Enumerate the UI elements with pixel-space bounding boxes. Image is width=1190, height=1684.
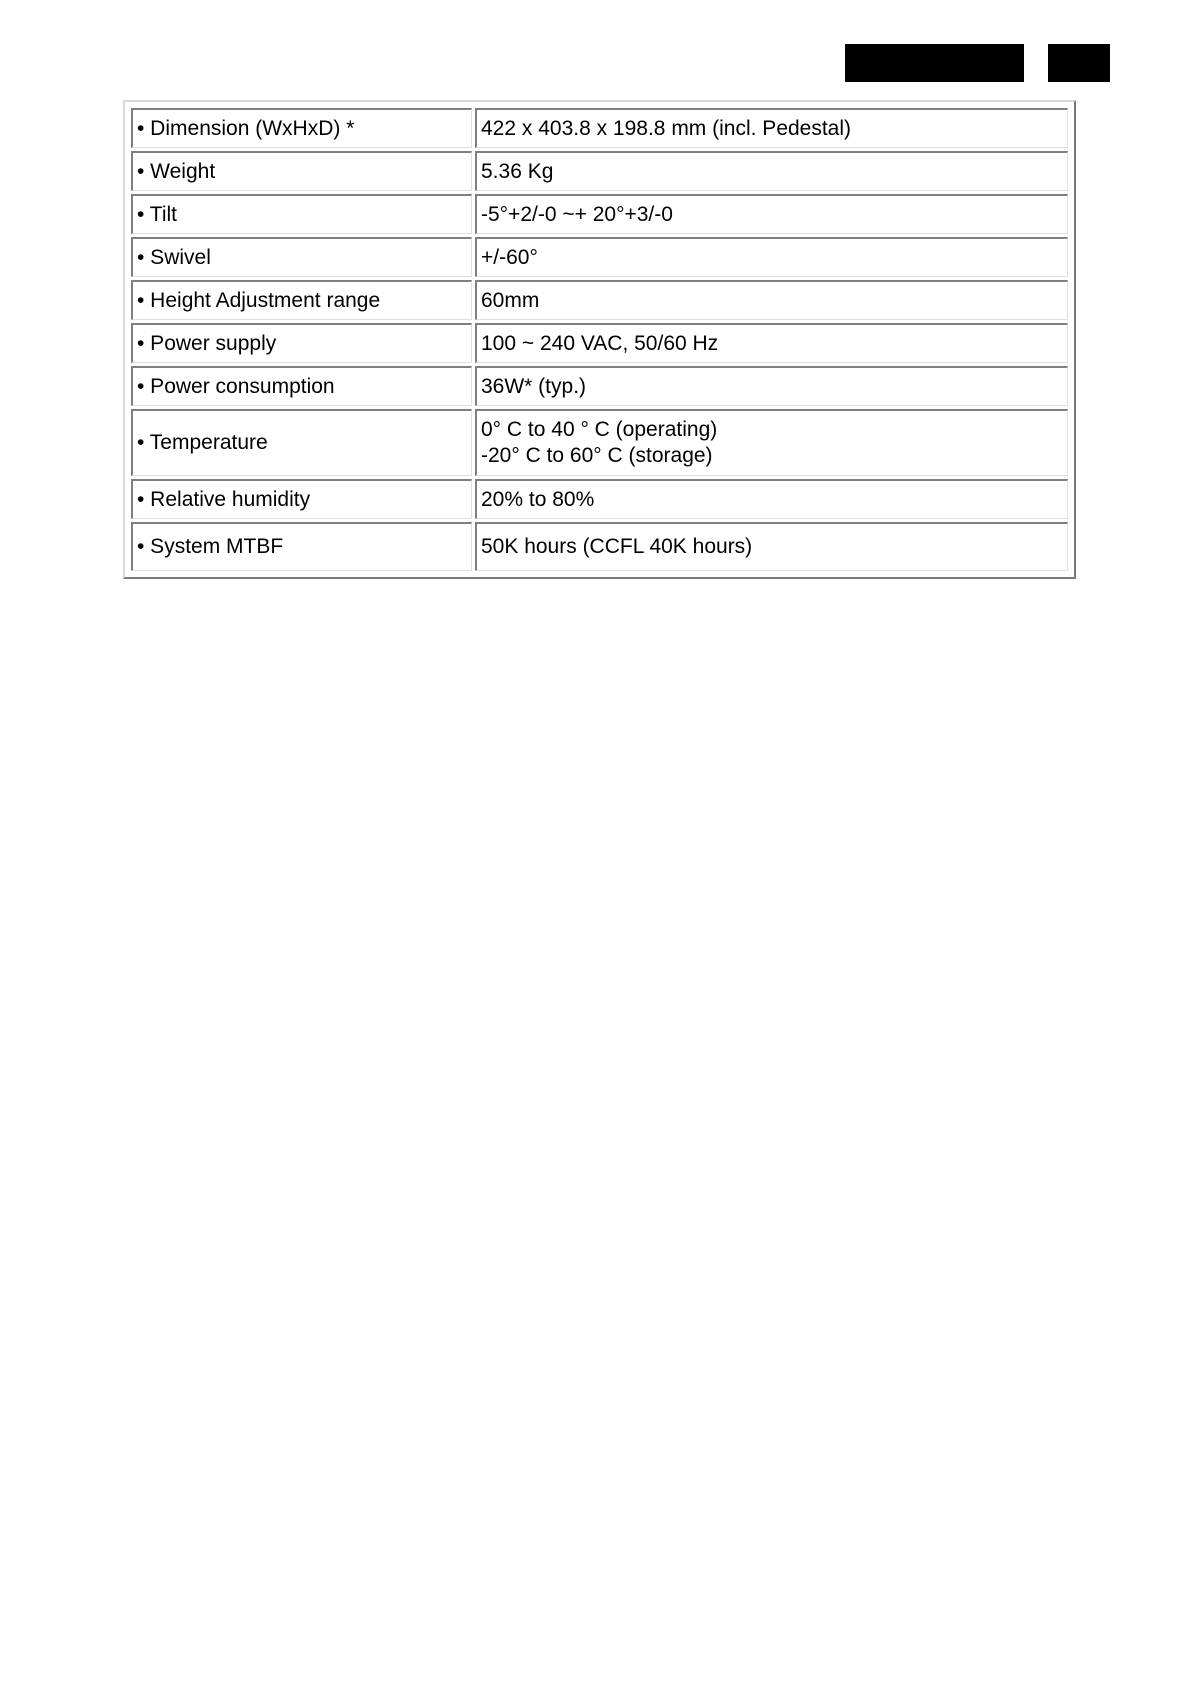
spec-value [475,323,1068,363]
spec-row-system-mtbf [131,522,1068,571]
spec-label: • Power supply [131,323,472,363]
spec-label: • Swivel [131,237,472,277]
spec-label: • Dimension (WxHxD) * [131,108,472,148]
spec-value-line: 36W* (typ.) [481,374,587,398]
spec-value [475,194,1068,234]
spec-value-line: 50K hours (CCFL 40K hours) [481,535,753,558]
spec-label: • Temperature [131,409,472,476]
spec-table-frame [123,100,1076,579]
header-black-box-left [845,44,1024,82]
spec-row-temperature [131,409,1068,476]
spec-row-power-supply [131,323,1068,363]
spec-value-line: +/-60° [481,245,538,269]
spec-value [475,280,1068,320]
spec-value-line: 100 ~ 240 VAC, 50/60 Hz [481,331,719,355]
spec-row-power-consumption [131,366,1068,406]
spec-table [128,105,1071,574]
spec-row-dimension [131,108,1068,148]
spec-row-tilt [131,194,1068,234]
spec-row-height-adjustment [131,280,1068,320]
spec-value-line: 60mm [481,288,540,312]
spec-row-weight [131,151,1068,191]
spec-label: • Weight [131,151,472,191]
spec-label: • System MTBF [131,522,472,571]
spec-label: • Tilt [131,194,472,234]
spec-value-line: 5.36 Kg [481,159,554,183]
spec-label: • Relative humidity [131,479,472,519]
spec-label: • Power consumption [131,366,472,406]
spec-value [475,108,1068,148]
spec-value-line: 422 x 403.8 x 198.8 mm (incl. Pedestal) [481,116,852,140]
spec-value-line: -5°+2/-0 ~+ 20°+3/-0 [481,202,673,226]
spec-value-line: 0° C to 40 ° C (operating) [481,418,718,441]
spec-value [475,409,1068,476]
spec-value [475,522,1068,571]
spec-row-swivel [131,237,1068,277]
spec-row-relative-humidity [131,479,1068,519]
spec-value [475,151,1068,191]
spec-value-line: -20° C to 60° C (storage) [481,444,713,467]
spec-value [475,366,1068,406]
header-black-box-right [1048,44,1110,82]
spec-label: • Height Adjustment range [131,280,472,320]
spec-value-line: 20% to 80% [481,487,595,511]
spec-value [475,237,1068,277]
spec-value [475,479,1068,519]
